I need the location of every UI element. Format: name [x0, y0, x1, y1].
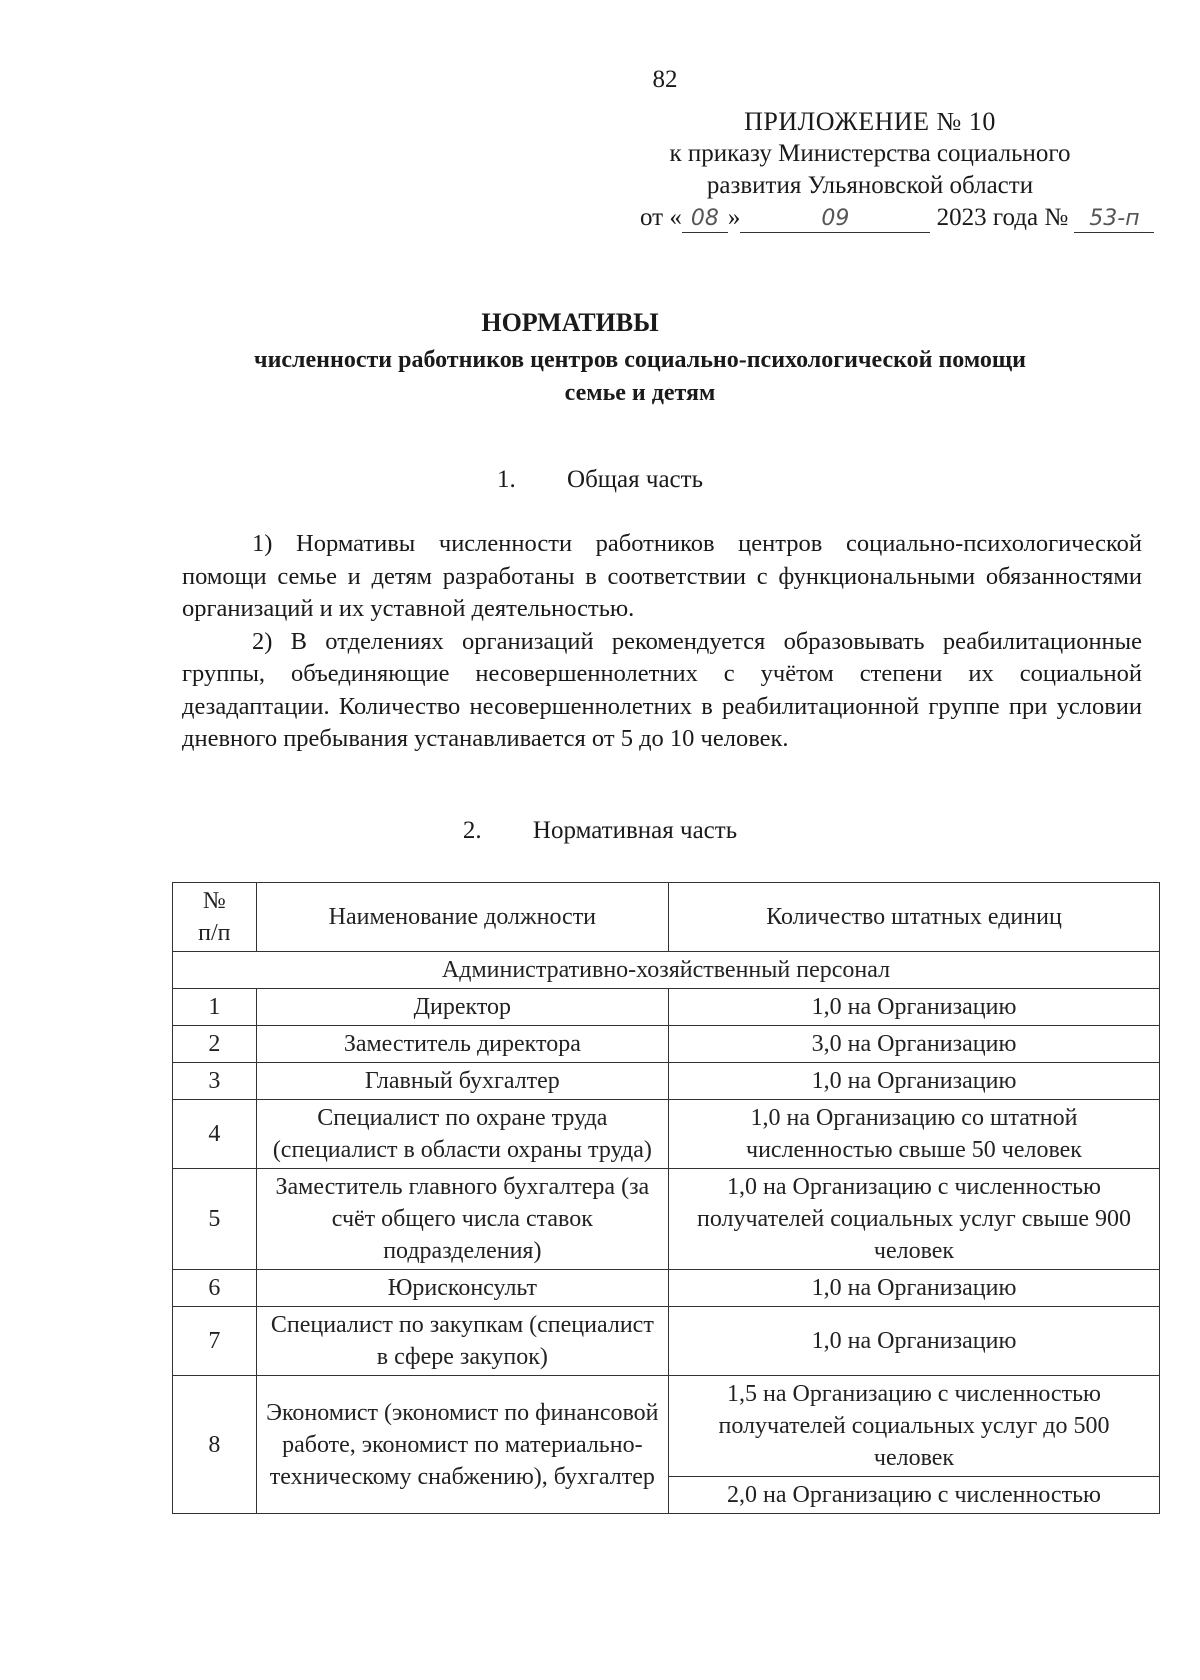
- section-2-heading: [0, 817, 1200, 845]
- row-no: 4: [173, 1100, 257, 1169]
- row-qty: 1,0 на Организацию со штатной численностью свыше 50 человек: [669, 1100, 1160, 1169]
- document-subtitle: [160, 344, 1120, 410]
- row-qty: 1,0 на Организацию: [669, 989, 1160, 1026]
- appendix-title: ПРИЛОЖЕНИЕ № 10: [744, 107, 996, 136]
- order-number: 53-п: [1074, 206, 1154, 233]
- section-1-heading: [0, 466, 1200, 494]
- table-row: [173, 1307, 1160, 1376]
- row-qty: 1,0 на Организацию: [669, 1307, 1160, 1376]
- header-qty: Количество штатных единиц: [669, 883, 1160, 952]
- header-no-line-2: п/п: [198, 920, 231, 946]
- header-name: Наименование должности: [256, 883, 668, 952]
- row-no: 3: [173, 1063, 257, 1100]
- row-no: 5: [173, 1169, 257, 1270]
- row-name: Главный бухгалтер: [256, 1063, 668, 1100]
- row-no: 6: [173, 1270, 257, 1307]
- group-label: Административно-хозяйственный персонал: [173, 952, 1160, 989]
- order-from-label: от «: [640, 204, 682, 231]
- table-row: [173, 1063, 1160, 1100]
- row-qty: 1,0 на Организацию: [669, 1270, 1160, 1307]
- header-no: [173, 883, 257, 952]
- document-title: НОРМАТИВЫ: [481, 308, 659, 337]
- table-row: [173, 1100, 1160, 1169]
- row-name: Специалист по охране труда (специалист в области охраны труда): [256, 1100, 668, 1169]
- row-qty: 1,0 на Организацию: [669, 1063, 1160, 1100]
- table-group-row: [173, 952, 1160, 989]
- table-header-row: [173, 883, 1160, 952]
- row-no: 2: [173, 1026, 257, 1063]
- table-row: [173, 1270, 1160, 1307]
- row-qty: 3,0 на Организацию: [669, 1026, 1160, 1063]
- appendix-line-1: к приказу Министерства социального: [669, 140, 1071, 167]
- row-qty: [669, 1376, 1160, 1514]
- row-no: 7: [173, 1307, 257, 1376]
- norms-table: [172, 882, 1160, 1514]
- order-year-label: 2023 года №: [936, 204, 1069, 231]
- order-close-quote: »: [727, 204, 741, 231]
- row-no: 1: [173, 989, 257, 1026]
- page-number: 82: [652, 66, 678, 93]
- row-no: 8: [173, 1376, 257, 1514]
- table-row: [173, 1026, 1160, 1063]
- subtitle-line-1: численности работников центров социально-психологической помощи: [254, 347, 1026, 373]
- paragraph-2: 2) В отделениях организаций рекомендуется образовывать реабилитационные группы, объединяющие несовершеннолетних с учётом степени их социальной дезадаптации. Количество несовершеннолетних в реабилитационной группе при условии дневного пребывания устанавливается от 5 до 10 человек.: [182, 627, 1142, 752]
- section-1-title: Общая часть: [567, 466, 703, 493]
- general-paragraphs: [182, 528, 1142, 756]
- table-row: [173, 1169, 1160, 1270]
- section-2-title: Нормативная часть: [532, 817, 738, 844]
- section-2-number: 2.: [462, 817, 482, 844]
- paragraph-1: 1) Нормативы численности работников центров социально-психологической помощи семье и детям разработаны в соответствии с функциональными обязанностями организаций и их уставной деятельностью.: [182, 530, 1142, 622]
- header-no-line-1: №: [202, 888, 226, 914]
- row-name: Специалист по закупкам (специалист в сфере закупок): [256, 1307, 668, 1376]
- appendix-block: [640, 106, 1140, 234]
- section-1-number: 1.: [497, 466, 516, 493]
- row-qty-part-2: 2,0 на Организацию с численностью: [727, 1482, 1101, 1508]
- row-name: Заместитель главного бухгалтера (за счёт общего числа ставок подразделения): [256, 1169, 668, 1270]
- row-qty-part-1: 1,5 на Организацию с численностью получателей социальных услуг до 500 человек: [669, 1376, 1159, 1477]
- row-name: Юрисконсульт: [256, 1270, 668, 1307]
- appendix-line-2: развития Ульяновской области: [706, 172, 1034, 199]
- table-row: [173, 1376, 1160, 1514]
- subtitle-line-2: семье и детям: [564, 380, 716, 406]
- row-name: Заместитель директора: [256, 1026, 668, 1063]
- row-name: Экономист (экономист по финансовой работе, экономист по материально-техническому снабжению), бухгалтер: [256, 1376, 668, 1514]
- row-qty: 1,0 на Организацию с численностью получателей социальных услуг свыше 900 человек: [669, 1169, 1160, 1270]
- row-name: Директор: [256, 989, 668, 1026]
- order-date-line: [640, 202, 1140, 234]
- order-day: 08: [682, 206, 728, 233]
- table-row: [173, 989, 1160, 1026]
- order-month: 09: [740, 206, 930, 233]
